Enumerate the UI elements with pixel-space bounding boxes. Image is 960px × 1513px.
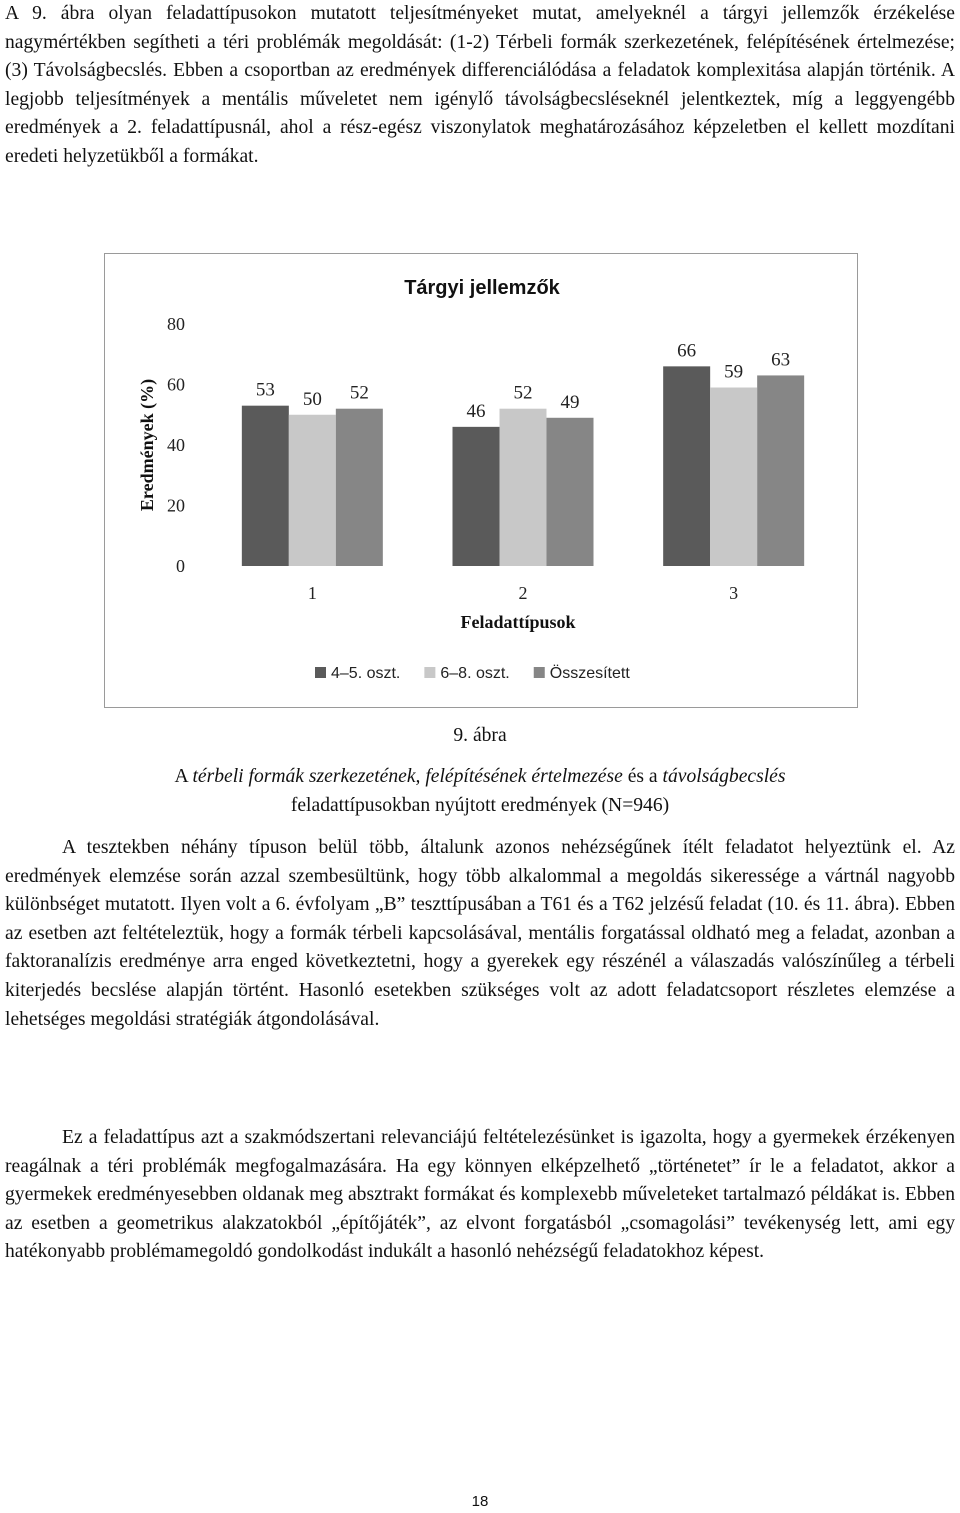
bar-chart-svg [105,254,859,709]
y-tick-label: 20 [167,495,185,516]
legend-swatch [315,667,326,678]
bar [453,427,500,566]
body-paragraph-2 [5,1124,955,1267]
data-label: 53 [255,379,275,401]
caption-lead: A [174,766,193,787]
bar [757,375,804,566]
figure-caption-line2: feladattípusokban nyújtott eredmények (N=946) [290,795,670,816]
bar [500,409,547,566]
legend-label: 4–5. oszt. [331,665,401,682]
data-label: 59 [724,361,744,383]
legend-label: Összesített [549,665,630,682]
data-label: 46 [466,400,486,422]
y-tick-label: 0 [176,556,185,576]
caption-emphasis-1: térbeli formák szerkezetének, felépítésének értelmezése [192,766,623,787]
data-label: 52 [513,382,533,404]
x-tick-label: 2 [518,583,528,603]
legend-swatch [534,667,545,678]
caption-emphasis-2: távolságbecslés [662,766,786,787]
x-axis-title: Feladattípusok [460,612,576,632]
chart-title: Tárgyi jellemzők [404,277,560,299]
legend-label: 6–8. oszt. [440,665,510,682]
data-label: 63 [771,349,791,371]
x-tick-label: 1 [307,583,317,603]
legend-swatch [424,667,435,678]
body-paragraph-1 [5,834,955,1034]
bar [336,409,383,566]
y-tick-label: 80 [167,314,185,334]
bar-chart-figure [104,253,858,708]
y-axis-title: Eredmények (%) [137,378,157,512]
data-label: 50 [302,388,322,410]
data-label: 66 [677,340,697,362]
data-label: 52 [349,382,369,404]
intro-paragraph: A 9. ábra olyan feladattípusokon mutatott teljesítményeket mutat, amelyeknél a tárgyi jellemzők érzékelése nagymértékben segítheti a téri problémák megoldását: (1-2) Térbeli formák szerkezetének, felépítésének értelmezése; (3) Távolságbecslés. Ebben a csoportban az eredmények differenciálódása a feladatok komplexitása alapján történik. A legjobb teljesítmények a mentális műveletet nem igénylő távolságbecsléseknél jelentkeztek, míg a leggyengébb eredmények a 2. feladattípusnál, ahol a rész-egész viszonylatok meghatározásához képzeletben el kellett mozdítani eredeti helyzetükből a formákat. [5,3,955,167]
body-paragraph-2-text: Ez a feladattípus azt a szakmódszertani relevanciájú feltételezésünket is igazolta, hogy a gyermekek érzékenyen reagálnak a téri problémák megfogalmazására. Ha egy könnyen elképzelhető „történetet” ír le a feladatot, akkor a gyermekek eredményesebben oldanak meg absztrakt formákat és komplexebb műveleteket tartalmazó példákat is. Ebben az esetben a geometrikus alakzatokból „építőjáték”, az elvont forgatásból „csomagolási” tevékenység lett, ami egy hatékonyabb problémamegoldó gondolkodást indukált a hasonló nehézségű feladatokhoz képest. [5,1127,955,1263]
bar [547,418,594,566]
chart-bars [242,340,804,566]
caption-mid: és a [622,766,663,787]
figure-caption-line1 [0,763,960,791]
data-label: 49 [560,391,580,413]
bar [663,366,710,566]
x-tick-label: 3 [729,583,739,603]
body-paragraph-1-text: A tesztekben néhány típuson belül több, általunk azonos nehézségűnek ítélt feladatot helyeztünk el. Az eredmények elemzése során azzal szembesültünk, hogy több alkalommal a megoldás sikeressége a vártnál nagyobb különbséget mutatott. Ilyen volt a 6. évfolyam „B” teszttípusában a T61 és a T62 jelzésű feladat (10. és 11. ábra). Ebben az esetben azt feltételeztük, hogy a formák térbeli kapcsolásával, mentális forgatással oldható meg a feladat, azonban a faktoranalízis eredménye arra enged következtetni, hogy a gyerekek egy részénél a válaszadás valószínűleg a térbeli kiterjedés becslése alapján történt. Hasonló esetekben szükséges volt az adott feladatcsoport részletes elemzése a lehetséges megoldási stratégiák átgondolásával. [5,837,955,1030]
chart-legend [315,664,630,682]
page-number: 18 [471,1493,489,1510]
y-tick-label: 40 [167,435,185,455]
bar [242,406,289,566]
bar [710,388,757,566]
bar [289,415,336,566]
figure-label: 9. ábra [453,725,507,746]
y-tick-label: 60 [167,374,185,395]
